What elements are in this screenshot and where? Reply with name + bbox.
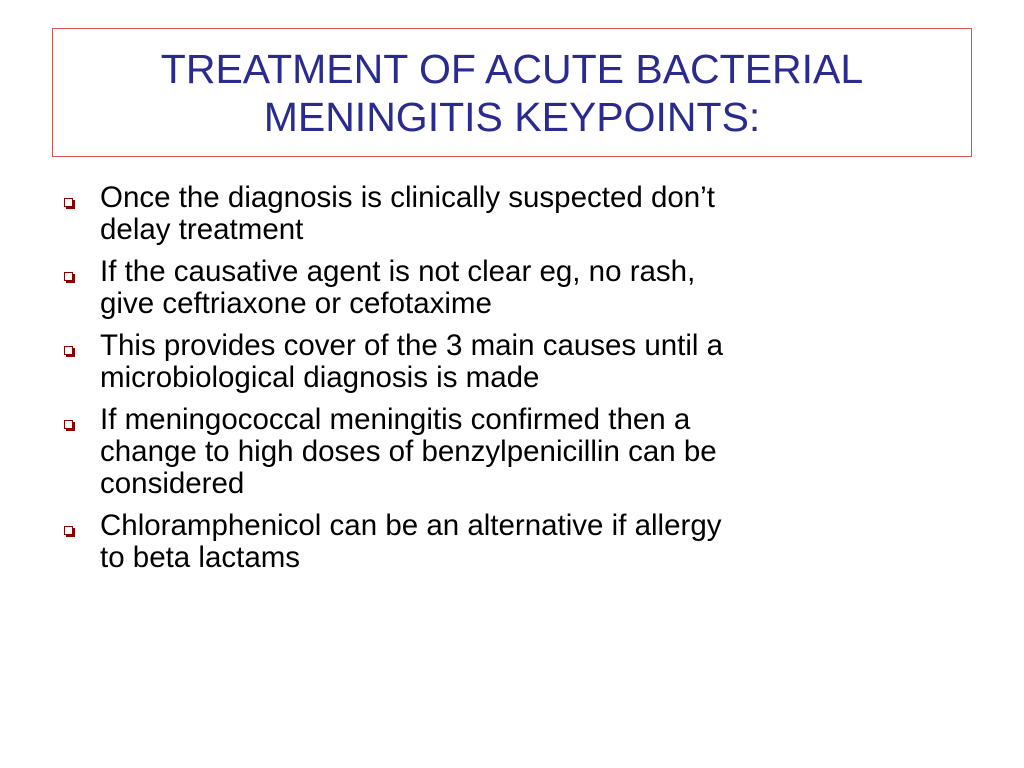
bullet-text-line: Chloramphenicol can be an alternative if allergy [100, 509, 722, 542]
bullet-text-line: to beta lactams [100, 541, 301, 574]
hollow-square-bullet-icon [64, 526, 73, 535]
title-box [52, 28, 972, 157]
slide-title-line: TREATMENT OF ACUTE BACTERIAL [160, 45, 864, 92]
slide-title-line: MENINGITIS KEYPOINTS: [263, 93, 761, 140]
bullet-text-line: give ceftriaxone or cefotaxime [100, 287, 492, 320]
bullet-list [62, 182, 962, 584]
bullet-text-line: This provides cover of the 3 main causes until a [100, 329, 724, 362]
bullet-item [62, 510, 962, 574]
bullet-text-line: change to high doses of benzylpenicillin can be [100, 435, 717, 468]
hollow-square-bullet-icon [64, 346, 73, 355]
bullet-text-line: delay treatment [100, 213, 304, 246]
bullet-text-line: If the causative agent is not clear eg, no rash, [100, 255, 696, 288]
bullet-item [62, 182, 962, 246]
hollow-square-bullet-icon [64, 198, 73, 207]
bullet-item [62, 404, 962, 500]
bullet-item [62, 256, 962, 320]
bullet-text-line: considered [100, 467, 245, 500]
bullet-text-line: microbiological diagnosis is made [100, 361, 540, 394]
slide-title [161, 45, 863, 141]
bullet-text-line: Once the diagnosis is clinically suspected don’t [100, 181, 715, 214]
bullet-text-line: If meningococcal meningitis confirmed then a [100, 403, 691, 436]
bullet-item [62, 330, 962, 394]
hollow-square-bullet-icon [64, 272, 73, 281]
hollow-square-bullet-icon [64, 420, 73, 429]
